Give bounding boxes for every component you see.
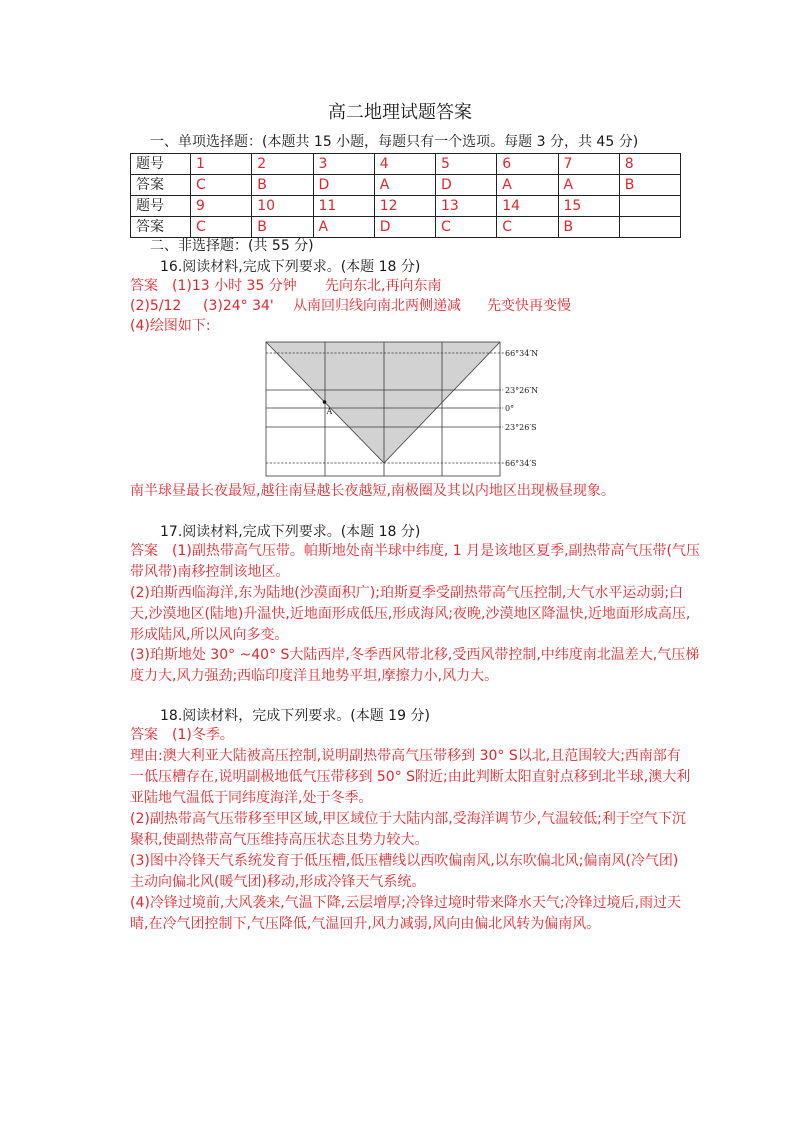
answer-line: 理由:澳大利亚大陆被高压控制,说明副热带高气压带移到 30° S以北,且范围较大;西南部有 xyxy=(130,748,681,764)
answer-line xyxy=(130,725,690,746)
question-number-cell: 14 xyxy=(497,196,558,217)
point-a-label: A xyxy=(326,407,333,416)
answer-line: 聚积,使副热带高气压维持高压状态且势力较大。 xyxy=(130,832,429,848)
question-16-title: 16.阅读材料,完成下列要求。(本题 18 分) xyxy=(160,259,421,275)
table-row xyxy=(131,217,681,238)
answer-text: (1)副热带高气压带。帕斯地处南半球中纬度, 1 月是该地区夏季,副热带高气压带(气压 xyxy=(172,543,700,559)
daylight-latitude-diagram xyxy=(260,336,560,482)
question-16-answer-2: (2)5/12 xyxy=(130,298,182,314)
question-16-answer-4: (4)绘图如下: xyxy=(130,318,211,334)
answer-line xyxy=(130,541,700,562)
answer-text: (1)冬季。 xyxy=(172,727,234,743)
answer-line: 亚陆地气温低于同纬度海洋,处于冬季。 xyxy=(130,790,373,806)
question-number-cell: 7 xyxy=(558,154,619,175)
answer-table xyxy=(130,153,681,238)
point-a xyxy=(323,400,327,404)
question-16-conclusion: 南半球昼最长夜最短,越往南昼越长夜越短,南极圈及其以内地区出现极昼现象。 xyxy=(130,483,615,499)
answer-cell: B xyxy=(252,175,313,196)
answer-line: 带风带)南移控制该地区。 xyxy=(130,563,290,580)
answer-line: 度力大,风力强劲;西临印度洋且地势平坦,摩擦力小,风力大。 xyxy=(130,668,499,685)
row-label-answer: 答案 xyxy=(131,217,191,238)
question-number-cell: 8 xyxy=(619,154,680,175)
question-number-cell: 5 xyxy=(436,154,497,175)
latitude-label-equator: 0° xyxy=(505,404,515,413)
question-number-cell: 9 xyxy=(191,196,252,217)
section-heading-multiple-choice: 一、单项选择题：(本题共 15 小题，每题只有一个选项。每题 3 分，共 45 分) xyxy=(150,134,639,150)
answer-cell: C xyxy=(497,217,558,238)
answer-cell: B xyxy=(558,217,619,238)
question-18-answer xyxy=(130,725,690,935)
question-number-cell: 13 xyxy=(436,196,497,217)
question-16-answer-3-trend: 从南回归线向南北两侧递减 xyxy=(293,298,461,314)
answer-line: (2)副热带高气压带移至甲区域,甲区域位于大陆内部,受海洋调节少,气温较低;利于空气下沉 xyxy=(130,811,686,827)
answer-cell: C xyxy=(436,217,497,238)
daylight-shaded-region xyxy=(266,342,500,463)
table-row xyxy=(131,196,681,217)
answer-cell: D xyxy=(374,217,435,238)
answer-label: 答案 xyxy=(130,727,158,743)
answer-cell: A xyxy=(313,217,374,238)
question-number-cell: 2 xyxy=(252,154,313,175)
question-number-cell: 12 xyxy=(374,196,435,217)
question-16-answer-3: (3)24° 34' xyxy=(203,298,274,314)
latitude-label-66n: 66°34′N xyxy=(505,349,539,358)
answer-line: (3)图中冷锋天气系统发育于低压槽,低压槽线以西吹偏南风,以东吹偏北风;偏南风(冷气团) xyxy=(130,853,679,869)
answer-line: (2)珀斯西临海洋,东为陆地(沙漠面积广);珀斯夏季受副热带高气压控制,大气水平运动弱;白 xyxy=(130,584,684,601)
answer-line: 晴,在冷气团控制下,气压降低,气温回升,风力减弱,风向由偏北风转为偏南风。 xyxy=(130,916,601,932)
answer-line: 天,沙漠地区(陆地)升温快,近地面形成低压,形成海风;夜晚,沙漠地区降温快,近地面形成高压, xyxy=(130,605,691,622)
answer-cell: A xyxy=(497,175,558,196)
answer-cell: C xyxy=(191,175,252,196)
answer-cell: D xyxy=(313,175,374,196)
question-16-answer-3-speed: 先变快再变慢 xyxy=(487,298,571,314)
answer-line: (4)冷锋过境前,大风袭来,气温下降,云层增厚;冷锋过境时带来降水天气;冷锋过境后,雨过天 xyxy=(130,895,682,911)
question-number-cell: 10 xyxy=(252,196,313,217)
answer-line: 一低压槽存在,说明副极地低气压带移到 50° S附近;由此判断太阳直射点移到北半球,澳大利 xyxy=(130,769,691,785)
question-18-title: 18.阅读材料，完成下列要求。(本题 19 分) xyxy=(160,708,430,724)
question-number-cell: 3 xyxy=(313,154,374,175)
answer-cell: B xyxy=(252,217,313,238)
answer-line: 形成陆风,所以风向多变。 xyxy=(130,626,289,643)
answer-cell: B xyxy=(619,175,680,196)
answer-label: 答案 xyxy=(130,278,158,294)
answer-cell xyxy=(619,217,680,238)
question-17-title: 17.阅读材料,完成下列要求。(本题 18 分) xyxy=(160,524,421,540)
answer-cell: C xyxy=(191,217,252,238)
section-heading-non-choice: 二、非选择题：(共 55 分) xyxy=(150,238,314,254)
answer-line: 主动向偏北风(暖气团)移动,形成冷锋天气系统。 xyxy=(130,874,426,890)
question-number-cell: 4 xyxy=(374,154,435,175)
question-16-answer-1-direction: 先向东北,再向东南 xyxy=(325,278,442,294)
row-label-question-number: 题号 xyxy=(131,196,191,217)
question-17-answer xyxy=(130,541,700,687)
question-16-answer-1: (1)13 小时 35 分钟 xyxy=(172,278,297,294)
answer-cell: A xyxy=(374,175,435,196)
question-number-cell: 1 xyxy=(191,154,252,175)
latitude-label-66s: 66°34′S xyxy=(505,459,537,468)
row-label-answer: 答案 xyxy=(131,175,191,196)
question-number-cell: 11 xyxy=(313,196,374,217)
answer-cell: D xyxy=(436,175,497,196)
question-number-cell: 6 xyxy=(497,154,558,175)
question-number-cell: 15 xyxy=(558,196,619,217)
table-row xyxy=(131,175,681,196)
row-label-question-number: 题号 xyxy=(131,154,191,175)
table-row xyxy=(131,154,681,175)
page-title: 高二地理试题答案 xyxy=(328,102,472,123)
answer-line: (3)珀斯地处 30° ~40° S大陆西岸,冬季西风带北移,受西风带控制,中纬度南北温差大,气压梯 xyxy=(130,647,700,664)
answer-label: 答案 xyxy=(130,543,158,559)
latitude-label-23s: 23°26′S xyxy=(505,423,537,432)
latitude-label-23n: 23°26′N xyxy=(505,386,539,395)
question-number-cell xyxy=(619,196,680,217)
answer-cell: A xyxy=(558,175,619,196)
answer-table-body xyxy=(131,154,681,238)
